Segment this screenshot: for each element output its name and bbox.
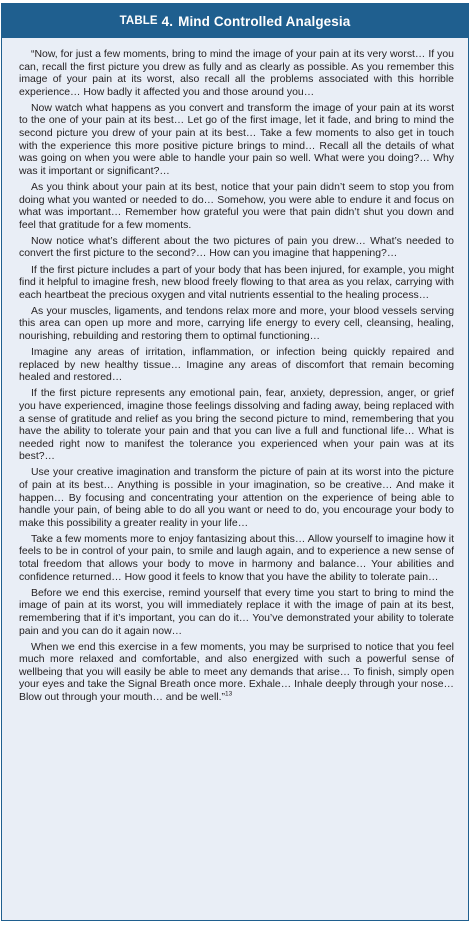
paragraph: Take a few moments more to enjoy fantasizing about this… Allow yourself to imagine how it feels to be in control of your pain, to smile and laugh again, and to experience a new sense of total freedom that allows your body to move in harmony and balance… Your abilities and confidence returned… How good it feels to know that you have the ability to tolerate pain…: [19, 533, 454, 583]
table-frame: [1, 3, 469, 921]
script-text: [2, 38, 468, 705]
reference-superscript: 13: [224, 690, 233, 698]
table-title: Mind Controlled Analgesia: [178, 13, 351, 29]
paragraph: If the first picture represents any emotional pain, fear, anxiety, depression, anger, or grief you have experienced, imagine those feelings dissolving and fading away, being replaced with a sense of gratitude and relief as you bring the second picture to mind, remembering that you have the ability to tolerate your pain and that you can live a full and functional life… What is needed right now to manifest the tolerance you experienced when your pain was at its best?…: [19, 388, 454, 463]
paragraph: Use your creative imagination and transform the picture of pain at its worst into the picture of pain at its best… Anything is possible in your imagination, so be creative… And make it happen… By focusing and concentrating your attention on the experience of being able to handle your pain, of being able to do all you want or need to do, you encourage your body to make this possibility a greater reality in your life…: [19, 467, 454, 529]
paragraph: Imagine any areas of irritation, inflammation, or infection being quickly repaired and replaced by new healthy tissue… Imagine any areas of discomfort that remain becoming healed and restored…: [19, 347, 454, 384]
paragraph: Now notice what’s different about the two pictures of pain you drew… What’s needed to convert the first picture to the second?… How can you imagine that happening?…: [19, 235, 454, 260]
paragraph-last-text: When we end this exercise in a few moments, you may be surprised to notice that you feel much more relaxed and comfortable, and also energized with such a powerful sense of wellbeing that you will easily be able to meet any demands that arise… To finish, simply open your eyes and take the Signal Breath once more. Exhale… Inhale deeply through your nose… Blow out through your mouth… and be well.”: [19, 641, 454, 703]
paragraph: As you think about your pain at its best, notice that your pain didn’t seem to stop you from doing what you wanted or needed to do… Somehow, you were able to endure it and focus on what was important… Remember how grateful you were that pain didn’t shut you down and feel that gratitude for a few moments.: [19, 181, 454, 231]
paragraph: If the first picture includes a part of your body that has been injured, for example, you might find it helpful to imagine fresh, new blood freely flowing to that area as you relax, carrying with each heartbeat the precious oxygen and vital nutrients essential to the healing process…: [19, 264, 454, 301]
table-header: [2, 4, 468, 38]
paragraph: Before we end this exercise, remind yourself that every time you start to bring to mind the image of pain at its worst, you will immediately replace it with the image of pain at its best, remembering that if it’s important, you can do it… You’ve demonstrated your ability to tolerate pain and you can do it again now…: [19, 587, 454, 637]
paragraph: “Now, for just a few moments, bring to mind the image of your pain at its very worst… If you can, recall the first picture you drew as fully and as clearly as possible. As you remember this image of your pain at its worst, also recall all the problems associated with this horrible experience… How badly it affected you and those around you…: [19, 49, 454, 98]
paragraph: As your muscles, ligaments, and tendons relax more and more, your blood vessels serving this area can open up more and more, carrying life energy to every cell, cleansing, healing, nourishing, rebuilding and restoring them to optimal functioning…: [19, 305, 454, 342]
table-label: TABLE: [119, 15, 158, 27]
paragraph: Now watch what happens as you convert and transform the image of your pain at its worst to the one of your pain at its best… Let go of the first image, let it fade, and bring to mind the second picture you drew of your pain at its best… Take a few moments to also get in touch with the experience this more positive picture brings to mind… Recall all the details of what was going on when you were able to handle your pain so well. What were you doing?… Why was it important or significant?…: [19, 102, 454, 177]
table-number: 4.: [161, 13, 174, 29]
paragraph-last: [19, 642, 454, 705]
